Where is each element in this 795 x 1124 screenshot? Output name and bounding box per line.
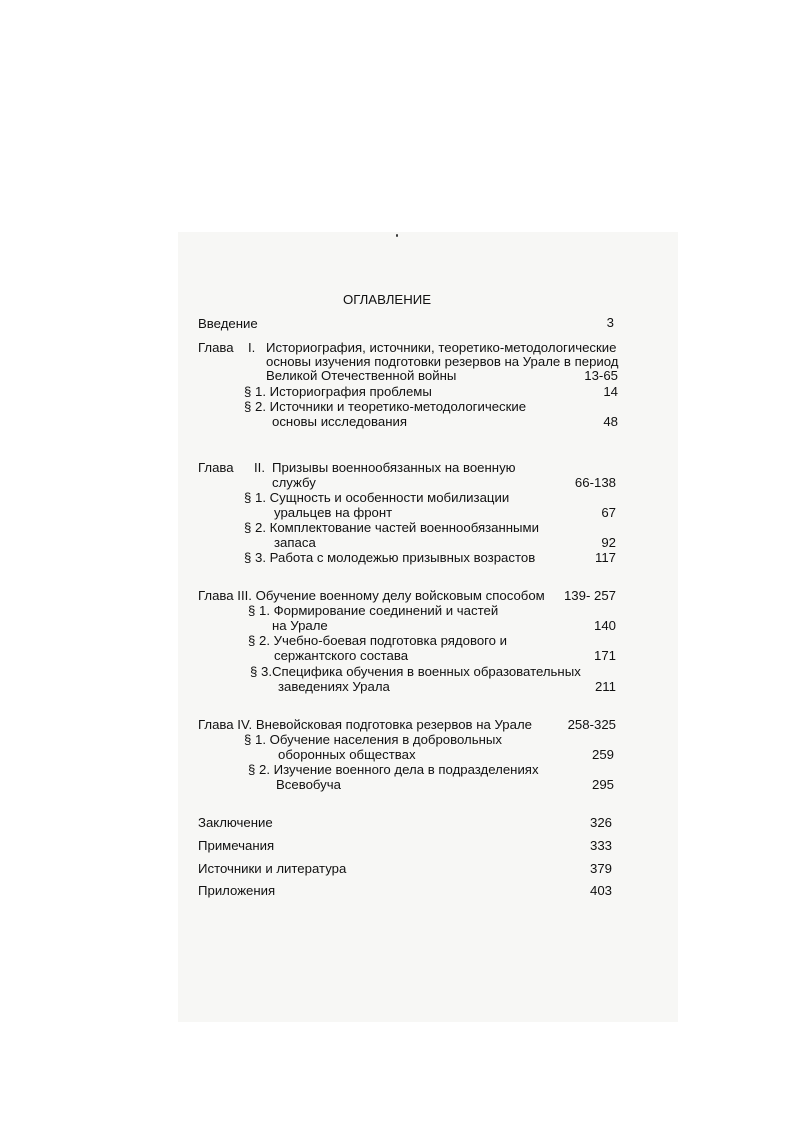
ch3-s3-page: 211 [594, 679, 616, 694]
ch1-s2-page: 48 [603, 414, 618, 429]
ch3-s3-line1: § 3.Специфика обучения в военных образовательных [250, 664, 581, 679]
ch1-title-line2: основы изучения подготовки резервов на Урале в период [266, 354, 619, 369]
ch3-s1-line2: на Урале [272, 618, 328, 633]
ch3-pages: 139- 257 [563, 588, 616, 603]
ch3-s2-line1: § 2. Учебно-боевая подготовка рядового и [248, 633, 508, 648]
ch2-s2-page: 92 [601, 535, 616, 550]
ch4-s1-line1: § 1. Обучение населения в добровольных [244, 732, 502, 747]
ch1-s2-line1: § 2. Источники и теоретико-методологические [244, 399, 527, 414]
ch2-title-line2: службу [272, 475, 316, 490]
ch3-s2-line2: сержантского состава [274, 648, 409, 663]
ch3-s2-page: 171 [593, 648, 616, 663]
scan-speck [396, 234, 398, 237]
ch3-s3-line2: заведениях Урала [278, 679, 390, 694]
ch1-s1-page: 14 [603, 384, 618, 399]
ch1-s1-title: § 1. Историография проблемы [244, 384, 432, 399]
ch2-s1-page: 67 [601, 505, 616, 520]
toc-sources-page: 379 [589, 861, 612, 876]
toc-appendix-page: 403 [589, 883, 612, 898]
ch3-title-line1: Глава III. Обучение военному делу войсковым способом [198, 588, 545, 603]
ch4-title-line1: Глава IV. Вневойсковая подготовка резервов на Урале [198, 717, 532, 732]
toc-notes-label: Примечания [198, 838, 275, 853]
toc-conclusion-label: Заключение [198, 815, 273, 830]
ch4-pages: 258-325 [567, 717, 616, 732]
ch1-prefix: Глава [198, 340, 234, 355]
toc-intro-label: Введение [198, 316, 258, 331]
ch2-s3-page: 117 [594, 550, 616, 565]
ch1-title-line1: Историография, источники, теоретико-методологические [266, 340, 617, 355]
ch4-s2-page: 295 [591, 777, 614, 792]
ch1-s2-line2: основы исследования [272, 414, 407, 429]
ch2-s1-line2: уральцев на фронт [274, 505, 393, 520]
ch1-number: I. [248, 340, 256, 355]
ch3-s1-page: 140 [593, 618, 616, 633]
ch4-s1-page: 259 [591, 747, 614, 762]
toc-intro-page: 3 [606, 315, 614, 330]
ch4-s2-line2: Всевобуча [276, 777, 341, 792]
toc-notes-page: 333 [589, 838, 612, 853]
ch2-s2-line1: § 2. Комплектование частей военнообязанными [244, 520, 539, 535]
toc-appendix-label: Приложения [198, 883, 276, 898]
ch2-pages: 66-138 [574, 475, 616, 490]
ch4-s1-line2: оборонных обществах [278, 747, 416, 762]
ch2-title-line1: Призывы военнообязанных на военную [272, 460, 516, 475]
ch1-title-line3: Великой Отечественной войны [266, 368, 457, 383]
toc-title: ОГЛАВЛЕНИЕ [343, 292, 432, 307]
toc-conclusion-page: 326 [589, 815, 612, 830]
ch1-pages: 13-65 [584, 368, 618, 383]
toc-sources-label: Источники и литература [198, 861, 347, 876]
ch3-s1-line1: § 1. Формирование соединений и частей [248, 603, 499, 618]
ch2-s1-line1: § 1. Сущность и особенности мобилизации [244, 490, 510, 505]
ch2-prefix: Глава [198, 460, 234, 475]
ch4-s2-line1: § 2. Изучение военного дела в подразделениях [248, 762, 539, 777]
ch2-number: II. [254, 460, 265, 475]
ch2-s2-line2: запаса [274, 535, 316, 550]
ch2-s3-title: § 3. Работа с молодежью призывных возрастов [244, 550, 536, 565]
